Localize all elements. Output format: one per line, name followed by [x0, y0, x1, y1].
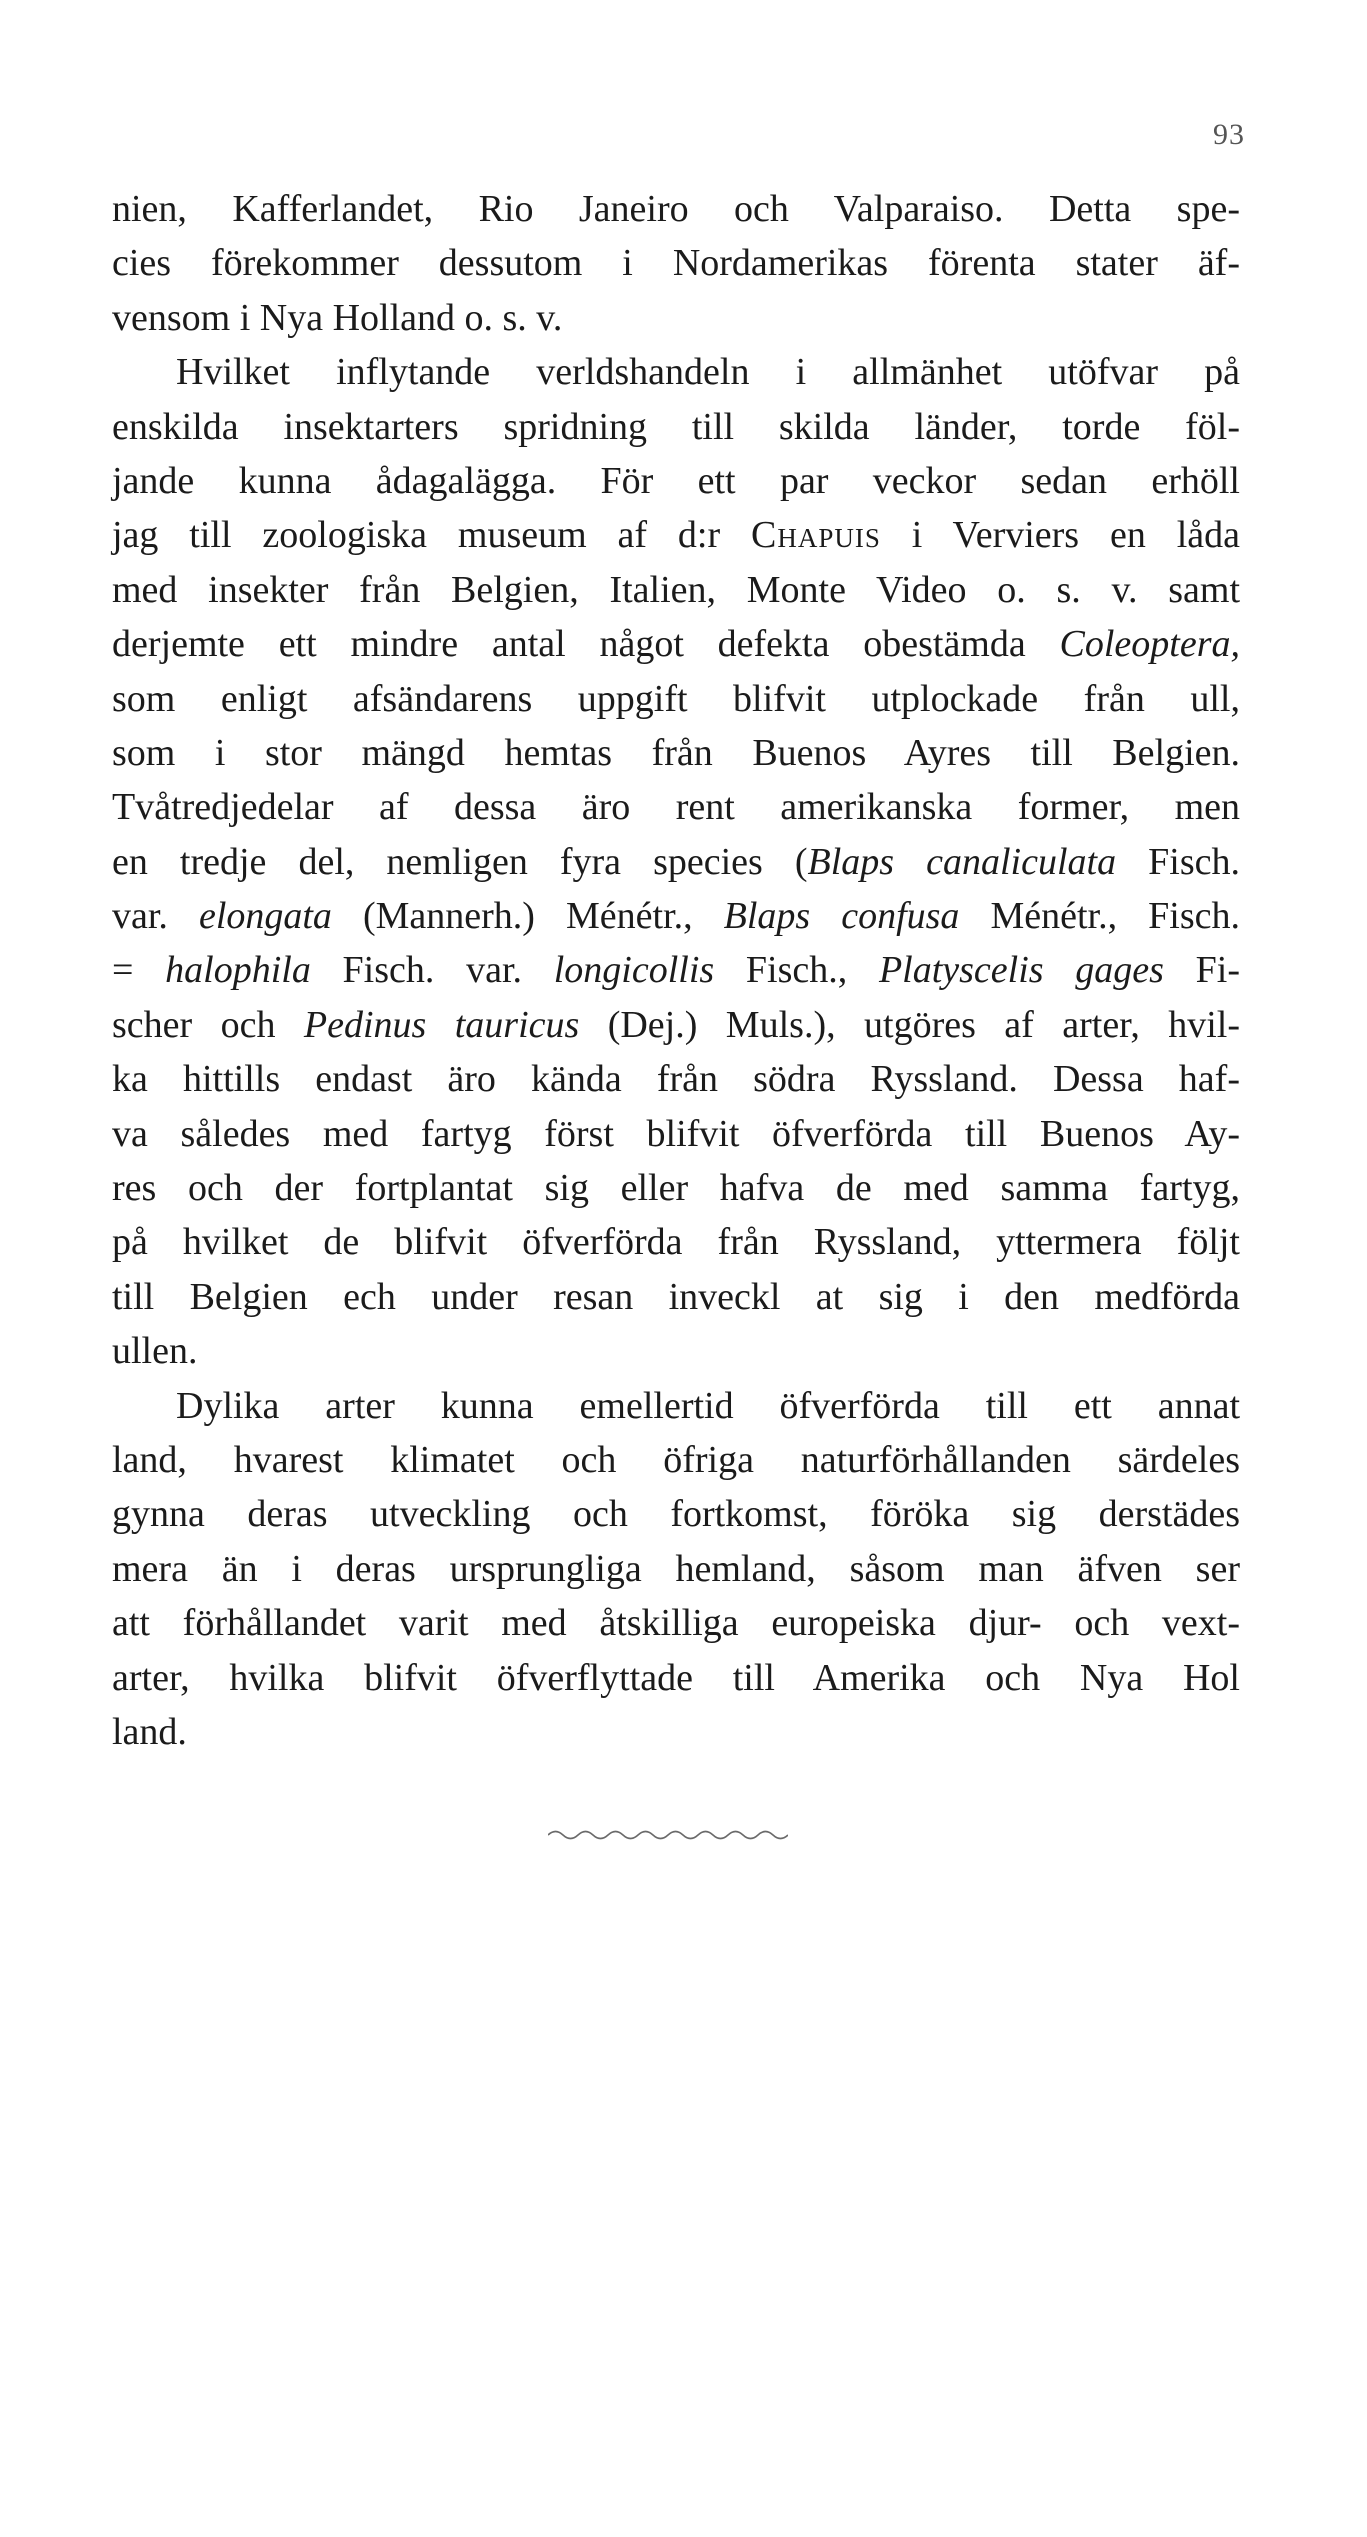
text-run: som enligt afsändarens uppgift blifvit utplockade från ull,: [112, 677, 1240, 720]
text-run: i Verviers en låda: [880, 514, 1240, 557]
text-run: arter, hvilka blifvit öfverflyttade till Amerika och Nya Hol: [112, 1656, 1240, 1699]
text-run: vensom i Nya Holland o. s. v.: [112, 296, 563, 339]
text-line: [112, 563, 1240, 617]
italic-term: halophila: [165, 949, 311, 992]
text-run: ka hittills endast äro kända från södra Ryssland. Dessa haf-: [112, 1058, 1240, 1101]
text-run: som i stor mängd hemtas från Buenos Ayres till Belgien.: [112, 731, 1240, 774]
text-run: till Belgien ech under resan inveckl at sig i den medförda: [112, 1275, 1240, 1318]
text-run: va således med fartyg först blifvit öfverförda till Buenos Ay-: [112, 1112, 1240, 1155]
text-line: [112, 182, 1240, 236]
page-number: 93: [1213, 118, 1245, 151]
italic-term: Blaps confusa: [723, 895, 960, 938]
text-run: Tvåtredjedelar af dessa äro rent amerikanska former, men: [112, 786, 1240, 829]
text-line: [112, 998, 1240, 1052]
text-line: [112, 1052, 1240, 1106]
text-run: jande kunna ådagalägga. För ett par veckor sedan erhöll: [112, 459, 1240, 502]
text-line: [112, 454, 1240, 508]
text-run: på hvilket de blifvit öfverförda från Ryssland, yttermera följt: [112, 1221, 1240, 1264]
text-run: Fisch.: [1116, 840, 1240, 883]
italic-term: elongata: [198, 895, 332, 938]
text-run: gynna deras utveckling och fortkomst, föröka sig derstädes: [112, 1493, 1240, 1536]
text-line: [112, 835, 1240, 889]
text-line: [112, 508, 1240, 562]
text-run: med insekter från Belgien, Italien, Monte Video o. s. v. samt: [112, 568, 1240, 611]
text-run: (Mannerh.) Ménétr.,: [331, 895, 724, 938]
text-line: [112, 236, 1240, 290]
text-run: att förhållandet varit med åtskilliga europeiska djur- och vext-: [112, 1602, 1240, 1645]
text-run: Fisch.,: [714, 949, 879, 992]
italic-term: Blaps canaliculata: [807, 840, 1117, 883]
text-line: [112, 1705, 1240, 1759]
text-run: enskilda insektarters spridning till skilda länder, torde föl-: [112, 405, 1240, 448]
text-run: jag till zoologiska museum af d:r: [112, 514, 751, 557]
text-run: Ménétr., Fisch.: [959, 895, 1240, 938]
text-run: (Dej.) Muls.), utgöres af arter, hvil-: [579, 1003, 1241, 1046]
text-run: scher och: [112, 1003, 304, 1046]
text-run: Hvilket inflytande verldshandeln i allmänhet utöfvar på: [176, 351, 1240, 394]
italic-term: Coleoptera,: [1059, 623, 1240, 666]
text-line: [112, 1487, 1240, 1541]
text-line: [112, 1433, 1240, 1487]
text-line: [112, 400, 1240, 454]
text-run: Dylika arter kunna emellertid öfverförda till ett annat: [176, 1384, 1240, 1427]
text-run: Fi-: [1163, 949, 1240, 992]
text-line: [112, 1270, 1240, 1324]
italic-term: longicollis: [553, 949, 715, 992]
text-run: ullen.: [112, 1330, 198, 1373]
text-line: [112, 1651, 1240, 1705]
text-line: [112, 617, 1240, 671]
text-run: en tredje del, nemligen fyra species (: [112, 840, 808, 883]
text-line: [112, 345, 1240, 399]
text-run: var.: [112, 895, 199, 938]
text-run: mera än i deras ursprungliga hemland, såsom man äfven ser: [112, 1547, 1240, 1590]
text-line: [112, 889, 1240, 943]
body-text: [112, 182, 1240, 1759]
text-line: [112, 1161, 1240, 1215]
text-run: derjemte ett mindre antal något defekta obestämda: [112, 623, 1060, 666]
text-line: [112, 726, 1240, 780]
wave-divider-ornament: [548, 1828, 788, 1842]
text-run: land.: [112, 1710, 187, 1753]
italic-term: Pedinus tauricus: [303, 1003, 580, 1046]
italic-term: Platyscelis gages: [878, 949, 1164, 992]
text-line: [112, 291, 1240, 345]
text-run: nien, Kafferlandet, Rio Janeiro och Valparaiso. Detta spe-: [112, 188, 1240, 230]
small-caps-name: Chapuis: [751, 514, 881, 557]
text-line: [112, 1107, 1240, 1161]
text-line: [112, 1596, 1240, 1650]
text-run: Fisch. var.: [310, 949, 554, 992]
text-run: =: [112, 949, 166, 992]
text-line: [112, 1542, 1240, 1596]
text-run: land, hvarest klimatet och öfriga naturförhållanden särdeles: [112, 1438, 1240, 1481]
text-line: [112, 1379, 1240, 1433]
text-line: [112, 1324, 1240, 1378]
text-run: res och der fortplantat sig eller hafva de med samma fartyg,: [112, 1167, 1240, 1210]
text-line: [112, 1215, 1240, 1269]
text-line: [112, 943, 1240, 997]
text-line: [112, 672, 1240, 726]
text-line: [112, 780, 1240, 834]
text-run: cies förekommer dessutom i Nordamerikas förenta stater äf-: [112, 242, 1240, 285]
